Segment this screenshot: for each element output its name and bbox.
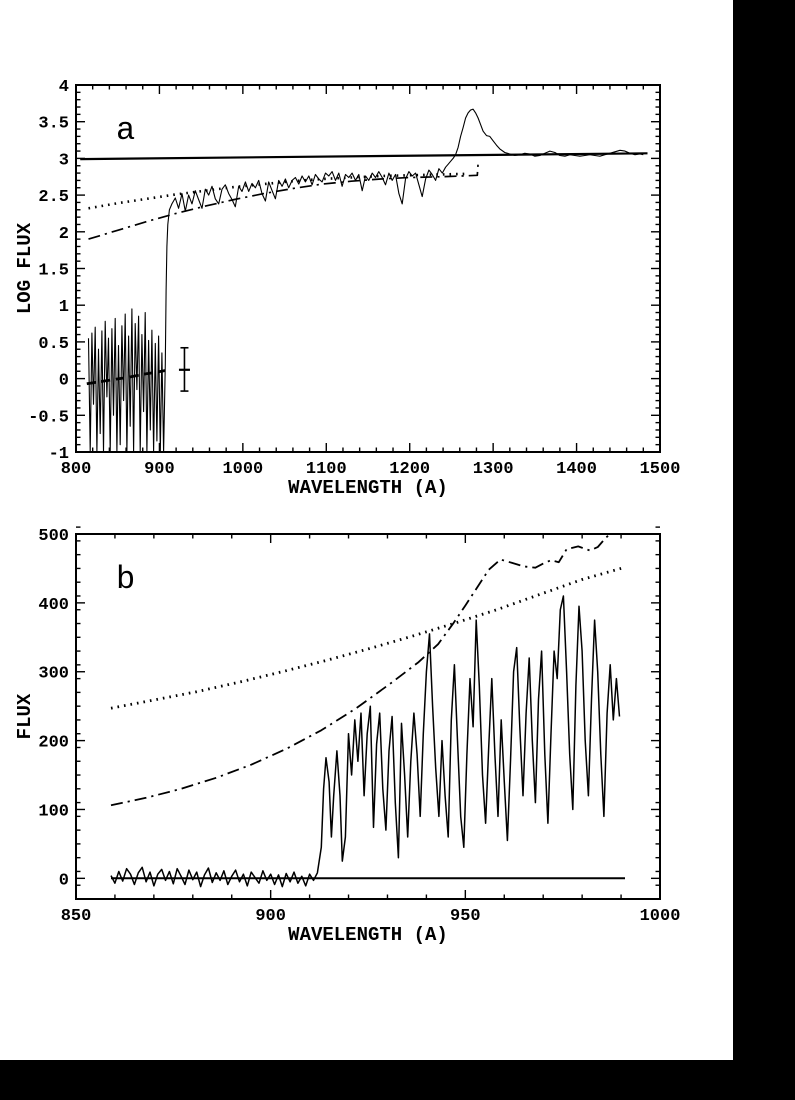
axes-frame [76, 85, 660, 452]
x-tick-label: 800 [60, 460, 92, 479]
x-tick-label: 850 [60, 907, 92, 926]
y-tick-label: -0.5 [28, 408, 69, 428]
x-tick-label: 1500 [639, 460, 681, 479]
x-axis-title: WAVELENGTH (A) [288, 477, 448, 499]
y-tick-label: 100 [38, 802, 69, 822]
x-axis-title: WAVELENGTH (A) [288, 924, 448, 946]
axes-frame [76, 534, 660, 899]
y-tick-label: 2.5 [38, 188, 69, 208]
panel-a [14, 78, 680, 499]
y-tick-label: 1 [58, 298, 69, 318]
dotted-model-curve [111, 568, 621, 708]
y-tick-label: 4 [58, 78, 69, 97]
panel-letter-b: b [116, 561, 136, 598]
y-tick-label: 1.5 [38, 261, 69, 281]
observed-spectrum-curve [111, 596, 620, 887]
y-axis-title: LOG FLUX [14, 222, 36, 315]
y-tick-label: 400 [38, 595, 69, 615]
y-tick-label: 3.5 [38, 114, 69, 134]
observed-spectrum-curve [89, 109, 644, 452]
y-tick-label: 0 [58, 871, 69, 891]
error-bar [179, 348, 190, 391]
y-tick-label: 300 [38, 664, 69, 684]
x-tick-label: 1300 [472, 460, 514, 479]
y-tick-label: 0.5 [38, 334, 69, 354]
y-tick-label: 2 [58, 224, 69, 244]
x-tick-label: 900 [255, 907, 286, 926]
y-tick-label: 3 [58, 151, 69, 171]
y-tick-label: -1 [48, 445, 69, 464]
x-tick-label: 1000 [639, 907, 681, 926]
panel-letter-a: a [116, 112, 136, 149]
y-tick-label: 200 [38, 733, 69, 753]
x-tick-label: 1000 [222, 460, 264, 479]
series-group-a [80, 109, 647, 452]
dash-dot-model-curve [89, 164, 479, 240]
x-tick-label: 1200 [389, 460, 431, 479]
y-tick-label: 0 [58, 371, 69, 391]
x-tick-label: 900 [144, 460, 175, 479]
y-tick-label: 500 [38, 527, 69, 546]
x-tick-label: 950 [450, 907, 481, 926]
panel-b [14, 526, 680, 946]
series-group-b [111, 526, 625, 887]
y-axis-title: FLUX [14, 693, 36, 740]
x-tick-label: 1400 [556, 460, 597, 479]
x-tick-label: 1100 [305, 460, 347, 479]
